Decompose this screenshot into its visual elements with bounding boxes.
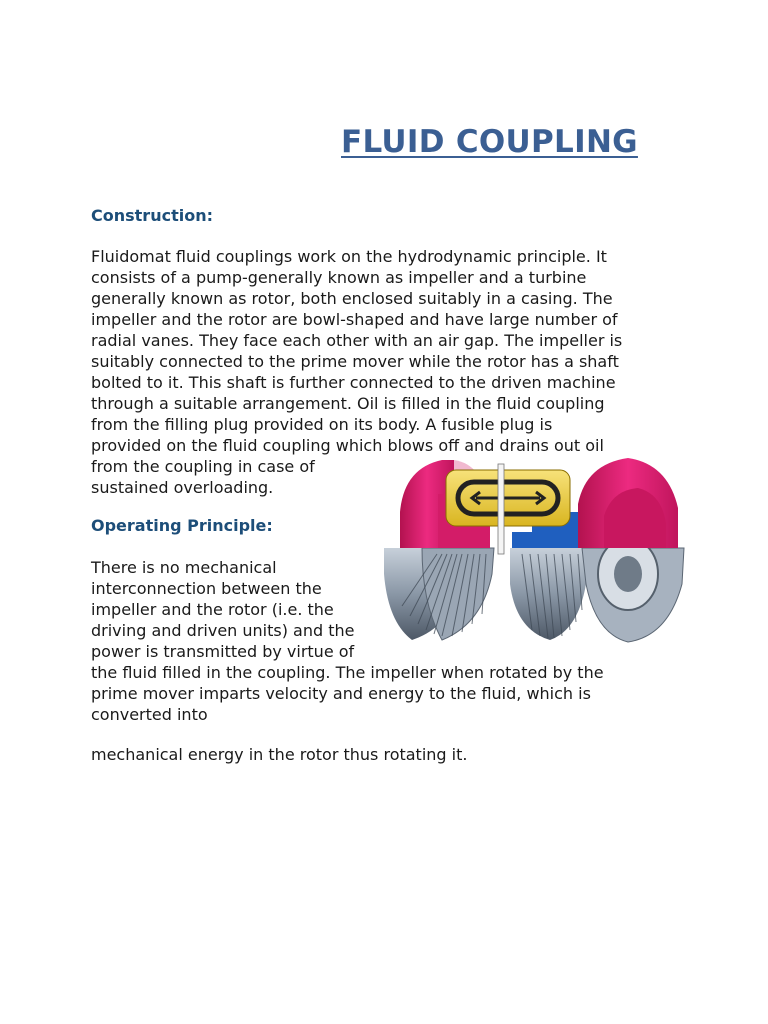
- impeller-lower-half: [384, 548, 494, 640]
- paragraph-line: bolted to it. This shaft is further connected to the driven machine: [91, 373, 616, 392]
- paragraph-line: prime mover imparts velocity and energy to the fluid, which is: [91, 684, 591, 703]
- paragraph-line: through a suitable arrangement. Oil is filled in the fluid coupling: [91, 394, 605, 413]
- paragraph-line: power is transmitted by virtue of: [91, 642, 355, 661]
- air-gap: [498, 464, 504, 554]
- operating-heading: Operating Principle:: [91, 516, 273, 535]
- paragraph-line: from the coupling in case of: [91, 457, 315, 476]
- construction-heading: Construction:: [91, 206, 213, 225]
- paragraph-line: the fluid filled in the coupling. The impeller when rotated by the: [91, 663, 604, 682]
- paragraph-line: impeller and the rotor (i.e. the: [91, 600, 334, 619]
- rotor-lower-half: [510, 538, 684, 642]
- closing-line: mechanical energy in the rotor thus rotating it.: [91, 745, 468, 764]
- paragraph-line: There is no mechanical: [91, 558, 277, 577]
- paragraph-line: converted into: [91, 705, 208, 724]
- paragraph-line: driving and driven units) and the: [91, 621, 355, 640]
- paragraph-line: provided on the fluid coupling which blows off and drains out oil: [91, 436, 604, 455]
- paragraph-line: sustained overloading.: [91, 478, 274, 497]
- fluid-chamber: [446, 470, 570, 526]
- paragraph-line: consists of a pump-generally known as impeller and a turbine: [91, 268, 587, 287]
- paragraph-line: generally known as rotor, both enclosed suitably in a casing. The: [91, 289, 613, 308]
- paragraph-line: radial vanes. They face each other with an air gap. The impeller is: [91, 331, 623, 350]
- page-title: FLUID COUPLING: [341, 124, 638, 160]
- paragraph-line: suitably connected to the prime mover while the rotor has a shaft: [91, 352, 619, 371]
- paragraph-line: from the filling plug provided on its body. A fusible plug is: [91, 415, 553, 434]
- paragraph-line: Fluidomat fluid couplings work on the hydrodynamic principle. It: [91, 247, 607, 266]
- paragraph-line: impeller and the rotor are bowl-shaped and have large number of: [91, 310, 618, 329]
- fluid-coupling-illustration: [382, 454, 686, 646]
- paragraph-line: interconnection between the: [91, 579, 322, 598]
